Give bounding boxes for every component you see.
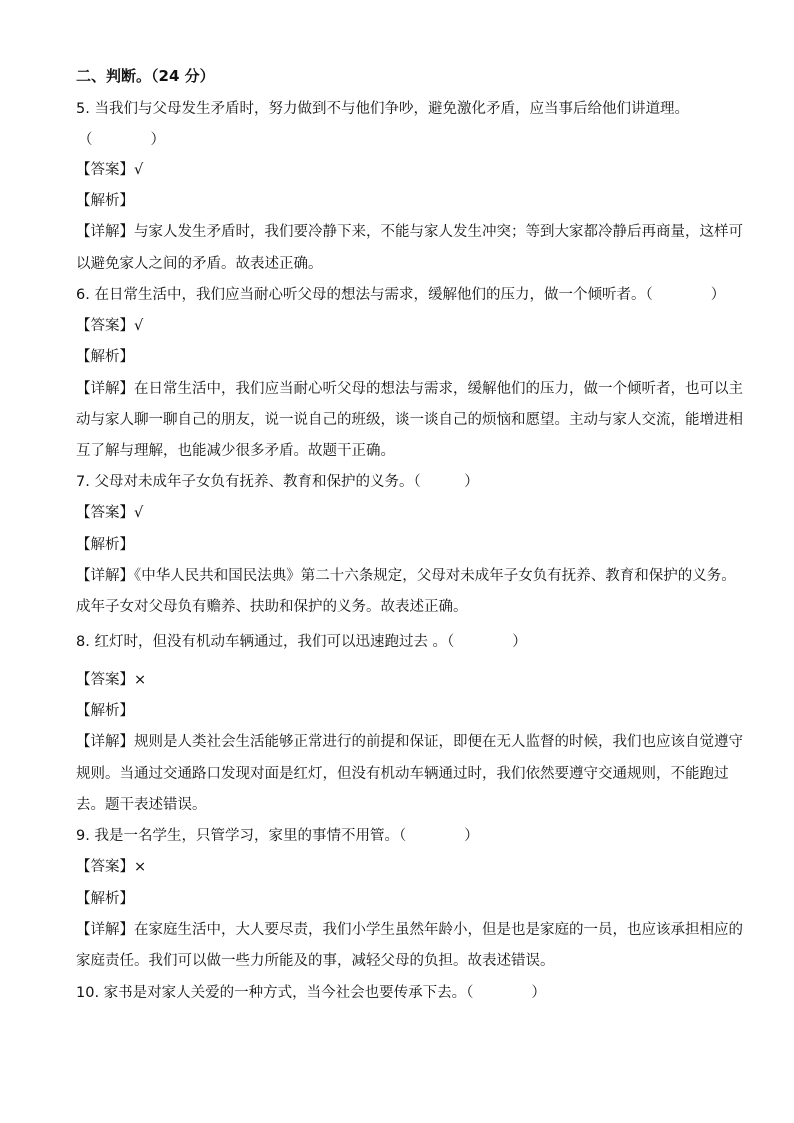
question-8: 8. 红灯时，但没有机动车辆通过，我们可以迅速跑过去 。（ ） (76, 634, 527, 650)
answer-8: 【答案】× (76, 672, 147, 688)
answer-7: 【答案】√ (76, 505, 144, 521)
answer-5: 【答案】√ (76, 162, 144, 178)
detail-5-line-2: 以避免家人之间的矛盾。故表述正确。 (76, 256, 323, 272)
question-10: 10. 家书是对家人关爱的一种方式，当今社会也要传承下去。（ ） (76, 985, 546, 1001)
question-5: 5. 当我们与父母发生矛盾时，努力做到不与他们争吵，避免激化矛盾，应当事后给他们讲道理。 (76, 101, 689, 117)
analysis-6: 【解析】 (76, 349, 134, 365)
question-7: 7. 父母对未成年子女负有抚养、教育和保护的义务。（ ） (76, 474, 479, 490)
analysis-9: 【解析】 (76, 891, 134, 907)
detail-7-line-1: 【详解】《中华人民共和国民法典》第二十六条规定，父母对未成年子女负有抚养、教育和保护的义务。 (76, 568, 736, 584)
detail-6-line-1: 【详解】在日常生活中，我们应当耐心听父母的想法与需求，缓解他们的压力，做一个倾听者，也可以主 (76, 381, 743, 397)
analysis-8: 【解析】 (76, 703, 134, 719)
detail-6-line-2: 动与家人聊一聊自己的朋友，说一说自己的班级，谈一谈自己的烦恼和愿望。主动与家人交流，能增进相 (76, 412, 743, 428)
detail-7-line-2: 成年子女对父母负有赡养、扶助和保护的义务。故表述正确。 (76, 599, 468, 615)
question-9: 9. 我是一名学生，只管学习，家里的事情不用管。（ ） (76, 828, 479, 844)
detail-9-line-1: 【详解】在家庭生活中，大人要尽责，我们小学生虽然年龄小，但是也是家庭的一员，也应该承担相应的 (76, 922, 743, 938)
detail-9-line-2: 家庭责任。我们可以做一些力所能及的事，减轻父母的负担。故表述错误。 (76, 953, 555, 969)
analysis-7: 【解析】 (76, 537, 134, 553)
section-title: 二、判断。（24 分） (76, 67, 215, 85)
answer-9: 【答案】× (76, 859, 147, 875)
detail-8-line-1: 【详解】规则是人类社会生活能够正常进行的前提和保证，即便在无人监督的时候，我们也应该自觉遵守 (76, 734, 743, 750)
analysis-5: 【解析】 (76, 193, 134, 209)
detail-8-line-3: 去。题干表述错误。 (76, 797, 207, 813)
detail-5-line-1: 【详解】与家人发生矛盾时，我们要冷静下来，不能与家人发生冲突；等到大家都冷静后再商量，这样可 (76, 224, 743, 240)
question-5-blank: （ ） (78, 132, 165, 148)
answer-6: 【答案】√ (76, 318, 144, 334)
detail-8-line-2: 规则。当通过交通路口发现对面是红灯，但没有机动车辆通过时，我们依然要遵守交通规则，不能跑过 (76, 766, 729, 782)
question-6: 6. 在日常生活中，我们应当耐心听父母的想法与需求，缓解他们的压力，做一个倾听者。（ ） (76, 287, 726, 303)
detail-6-line-3: 互了解与理解，也能减少很多矛盾。故题干正确。 (76, 443, 395, 459)
